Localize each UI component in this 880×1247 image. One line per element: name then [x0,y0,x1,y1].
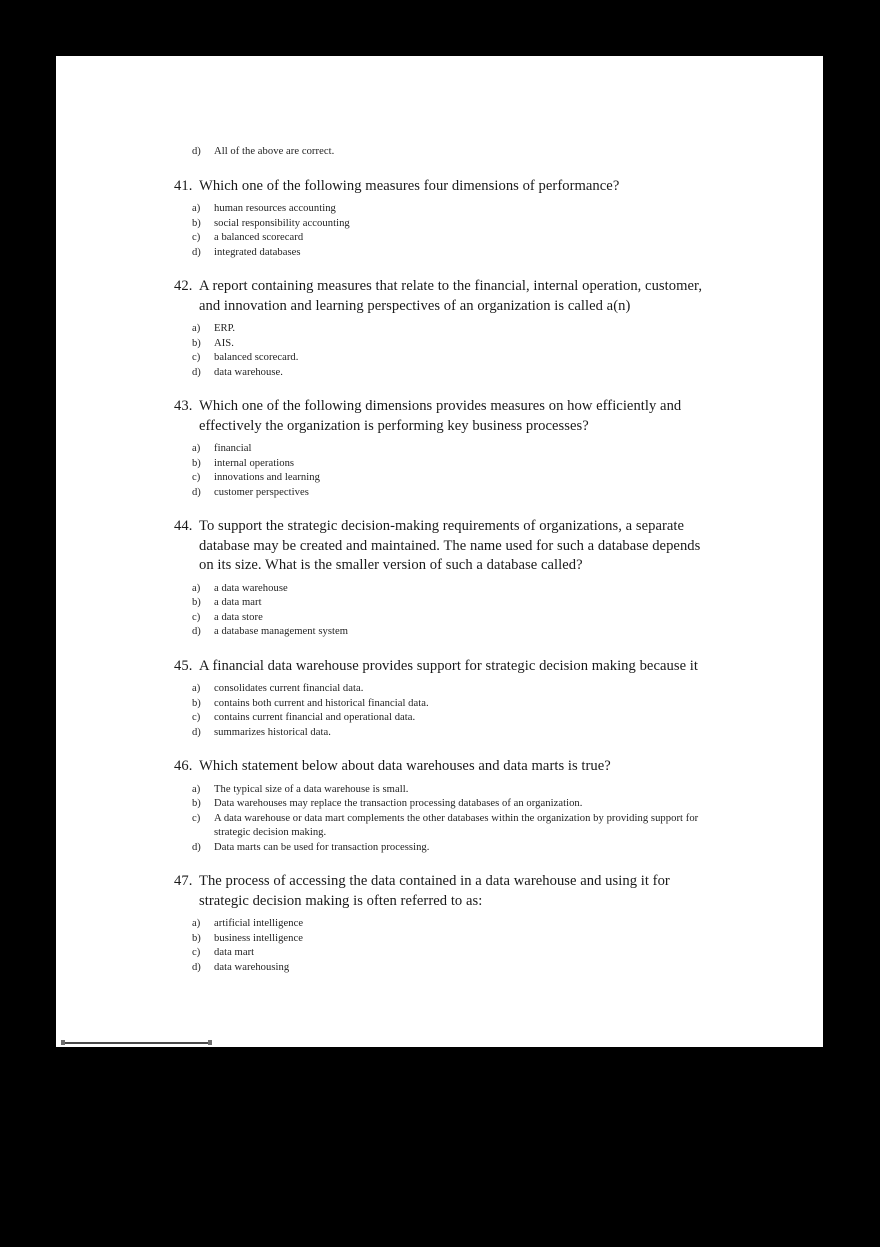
option-letter: c) [192,812,201,824]
question-number: 45. [174,657,193,674]
option-list [192,322,706,380]
option-letter: d) [192,486,201,498]
option-letter: a) [192,203,201,214]
question-stem [174,872,706,911]
question-text: A financial data warehouse provides support for strategic decision making because it [199,657,699,674]
option-text: data warehousing [214,961,290,973]
scan-artifact-line [62,1042,212,1044]
answer-option[interactable] [192,217,706,232]
question-number: 46. [174,758,193,774]
continued-option-from-previous-question [192,145,706,160]
question-block [174,277,706,380]
question-number: 47. [174,873,193,889]
answer-option[interactable] [192,711,706,726]
option-list [192,202,706,260]
document-page [56,56,823,1047]
question-block [174,657,706,741]
option-text: contains current financial and operational data. [214,712,416,723]
answer-option[interactable] [192,917,706,932]
option-letter: d) [192,626,201,637]
option-list [192,783,706,856]
answer-option[interactable] [192,625,706,640]
option-letter: d) [192,246,201,258]
answer-option[interactable] [192,322,706,337]
option-letter: c) [192,947,201,958]
option-text: A data warehouse or data mart complements the other databases within the organization by providing support for strategic decision making. [214,812,699,838]
option-letter: a) [192,323,201,334]
option-letter: b) [192,697,201,709]
answer-option[interactable] [192,351,706,366]
option-list [192,917,706,975]
question-block [174,177,706,261]
option-text: consolidates current financial data. [214,683,364,694]
question-number: 41. [174,177,193,194]
option-text: Data marts can be used for transaction processing. [214,841,430,853]
option-letter: b) [192,217,201,229]
option-text: All of the above are correct. [214,146,335,157]
question-block [174,757,706,855]
option-text: AIS. [214,337,234,349]
question-number: 44. [174,518,193,534]
option-text: a balanced scorecard [214,232,304,243]
option-letter: a) [192,582,201,594]
option-text: business intelligence [214,932,304,944]
option-text: internal operations [214,457,295,469]
option-letter: c) [192,611,201,623]
answer-option[interactable] [192,841,706,856]
question-text: Which one of the following dimensions provides measures on how efficiently and effectively the organization is performing key business processes? [199,398,682,434]
question-number: 42. [174,278,193,294]
question-text: Which statement below about data warehouses and data marts is true? [199,758,611,774]
option-text: human resources accounting [214,203,336,214]
option-text: contains both current and historical financial data. [214,697,429,709]
answer-option[interactable] [192,932,706,947]
question-number: 43. [174,398,193,414]
option-list [192,682,706,740]
option-letter: b) [192,932,201,944]
option-letter: c) [192,472,201,483]
question-stem [174,657,706,677]
option-text: balanced scorecard. [214,352,299,363]
question-text: To support the strategic decision-making requirements of organizations, a separate database may be created and maintained. The name used for such a database depends on its size. What is the smaller version of such a database called? [199,518,701,573]
option-letter: c) [192,352,201,363]
option-letter: a) [192,683,201,694]
answer-option[interactable] [192,946,706,961]
option-letter: d) [192,146,201,157]
option-text: a data store [214,611,263,623]
answer-option[interactable] [192,697,706,712]
question-text: The process of accessing the data contained in a data warehouse and using it for strategic decision making is often referred to as: [199,873,670,909]
answer-option[interactable] [192,611,706,626]
option-text: financial [214,443,252,454]
answer-option[interactable] [192,596,706,611]
answer-option[interactable] [192,582,706,597]
answer-option[interactable] [192,726,706,741]
option-letter: d) [192,366,201,378]
option-text: a database management system [214,626,349,637]
option-letter: d) [192,961,201,973]
option-text: summarizes historical data. [214,726,331,738]
option-text: Data warehouses may replace the transaction processing databases of an organization. [214,798,583,809]
answer-option[interactable] [192,442,706,457]
question-text: A report containing measures that relate to the financial, internal operation, customer, and innovation and learning perspectives of an organization is called a(n) [199,278,703,314]
document-text-column [174,145,706,975]
question-block [174,517,706,640]
option-text: ERP. [214,323,236,334]
answer-option[interactable] [192,231,706,246]
option-text: a data mart [214,597,262,608]
option-list [192,442,706,500]
answer-option[interactable] [192,797,706,812]
question-stem [174,277,706,316]
answer-option[interactable] [192,812,706,841]
option-text: social responsibility accounting [214,217,350,229]
answer-option[interactable] [192,202,706,217]
answer-option[interactable] [192,486,706,501]
option-letter: d) [192,841,201,853]
option-text: a data warehouse [214,582,288,594]
option-letter: a) [192,918,201,929]
option-text: artificial intelligence [214,918,304,929]
option-text: The typical size of a data warehouse is small. [214,783,409,795]
option-text: customer perspectives [214,486,309,498]
option-text: data mart [214,947,255,958]
question-list [174,177,706,976]
answer-option[interactable] [192,682,706,697]
question-stem [174,517,706,576]
option-letter: b) [192,597,201,608]
question-block [174,397,706,500]
option-text: innovations and learning [214,472,320,483]
answer-option[interactable] [192,471,706,486]
option-text: data warehouse. [214,366,283,378]
answer-option[interactable] [192,337,706,352]
answer-option[interactable] [192,457,706,472]
answer-option[interactable] [192,961,706,976]
question-text: Which one of the following measures four dimensions of performance? [199,177,620,194]
option-letter: a) [192,443,201,454]
answer-option[interactable] [192,246,706,261]
question-block [174,872,706,975]
option-letter: c) [192,232,201,243]
answer-option[interactable] [192,366,706,381]
answer-option[interactable] [192,783,706,798]
scan-artifact-left-cap [61,1040,65,1045]
option-letter: a) [192,783,201,795]
option-list [192,582,706,640]
option-text: integrated databases [214,246,301,258]
option-letter: b) [192,457,201,469]
option-letter: b) [192,337,201,349]
option-letter: d) [192,726,201,738]
scan-artifact-right-cap [208,1040,212,1045]
question-stem [174,397,706,436]
question-stem [174,757,706,777]
option-letter: c) [192,712,201,723]
question-stem [174,177,706,197]
option-letter: b) [192,798,201,809]
